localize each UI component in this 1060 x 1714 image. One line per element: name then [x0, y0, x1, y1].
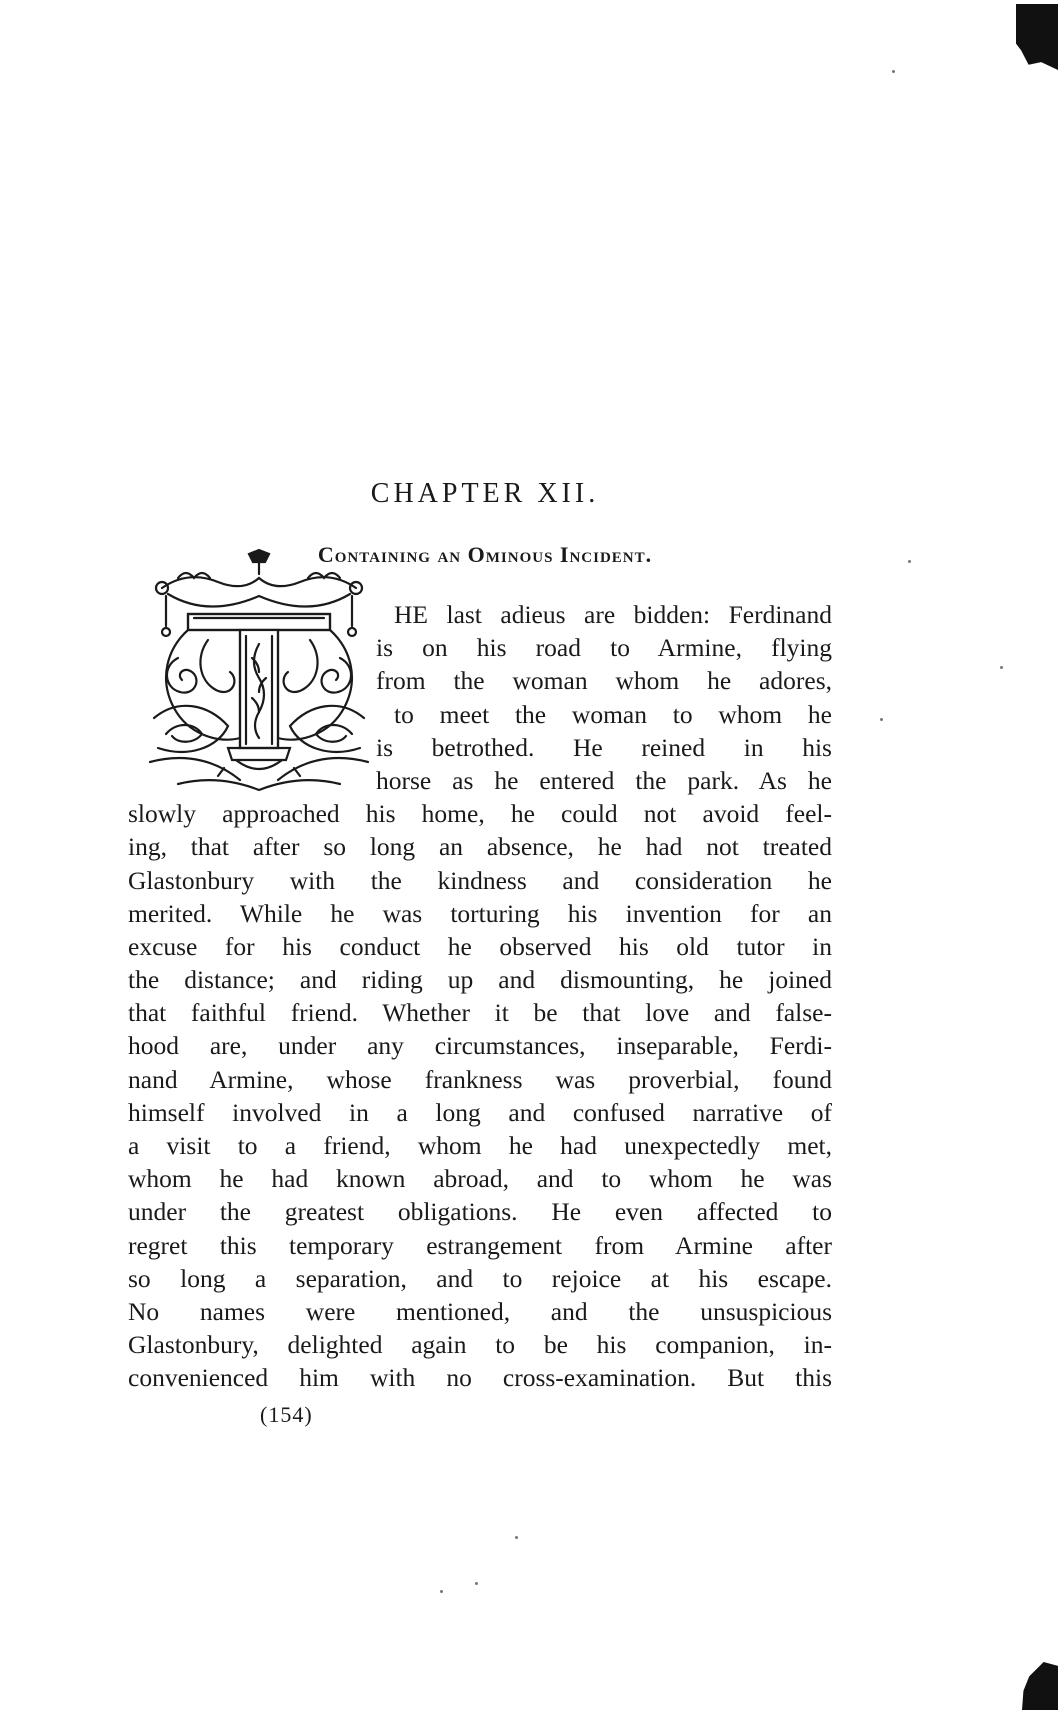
scan-speck: [1000, 666, 1003, 669]
scan-edge-mark: [1022, 1662, 1058, 1710]
body-line: himself involved in a long and confused narrative of: [128, 1097, 832, 1127]
body-line: slowly approached his home, he could not avoid feel-: [128, 799, 832, 829]
body-line: is betrothed. He reined in his: [376, 732, 832, 762]
chapter-title: CHAPTER XII.: [370, 478, 600, 509]
chapter-subtitle: Containing an Ominous Incident.: [317, 542, 653, 567]
scan-speck: [515, 1536, 518, 1539]
scan-speck: [880, 718, 883, 721]
body-line: HE last adieus are bidden: Ferdinand: [394, 600, 832, 629]
body-line: Glastonbury with the kindness and consideration he: [128, 865, 832, 895]
chapter-body: [128, 598, 832, 1395]
body-line: excuse for his conduct he observed his old tutor in: [128, 931, 832, 961]
body-line: horse as he entered the park. As he: [376, 765, 832, 795]
scan-speck: [475, 1582, 478, 1585]
body-line: the distance; and riding up and dismounting, he joined: [128, 965, 832, 995]
scan-speck: [440, 1590, 443, 1593]
body-line: under the greatest obligations. He even affected to: [128, 1197, 832, 1227]
page-number: (154): [260, 1402, 313, 1427]
body-line: hood are, under any circumstances, inseparable, Ferdi-: [128, 1031, 832, 1061]
scan-edge-mark: [1016, 4, 1058, 70]
body-line: a visit to a friend, whom he had unexpectedly met,: [128, 1131, 832, 1160]
body-line: is on his road to Armine, flying: [376, 633, 832, 663]
body-line: No names were mentioned, and the unsuspicious: [128, 1296, 832, 1326]
body-line: so long a separation, and to rejoice at his escape.: [128, 1263, 832, 1293]
body-line: that faithful friend. Whether it be that love and false-: [128, 998, 832, 1028]
body-line: nand Armine, whose frankness was proverbial, found: [128, 1064, 832, 1094]
body-line: regret this temporary estrangement from Armine after: [128, 1230, 832, 1260]
body-line: from the woman whom he adores,: [376, 666, 832, 696]
body-line: whom he had known abroad, and to whom he was: [128, 1164, 832, 1194]
body-line: convenienced him with no cross-examination. But this: [128, 1363, 832, 1393]
body-line: ing, that after so long an absence, he had not treated: [128, 832, 832, 862]
body-line: Glastonbury, delighted again to be his companion, in-: [128, 1330, 832, 1360]
body-line: merited. While he was torturing his invention for an: [128, 898, 832, 928]
body-line: to meet the woman to whom he: [394, 699, 832, 729]
scan-speck: [892, 70, 895, 73]
